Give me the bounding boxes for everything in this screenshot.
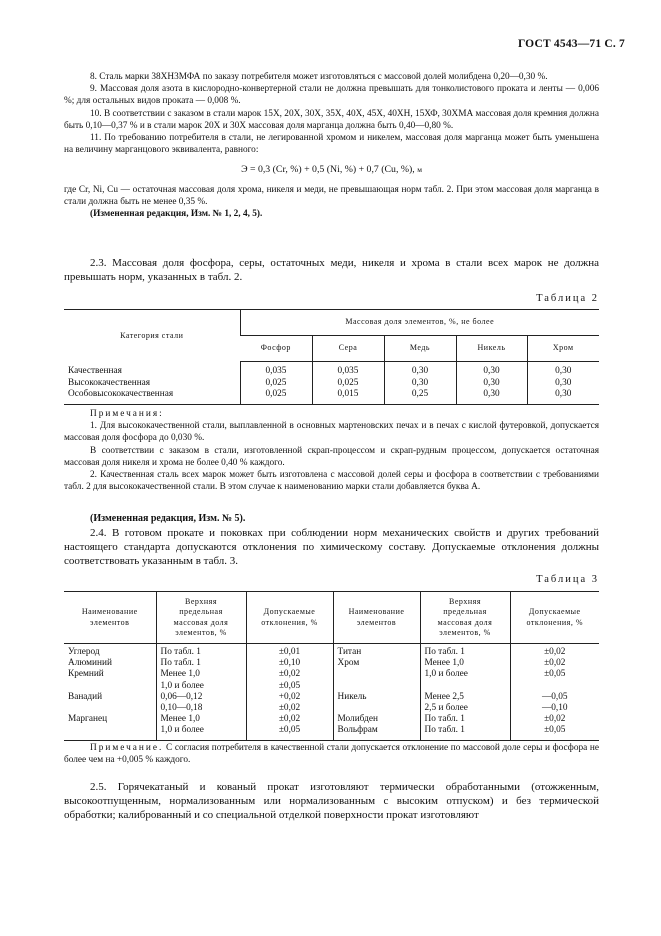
table-cell <box>246 644 333 659</box>
paragraph-2-3 <box>64 256 599 284</box>
cell-line: Молибден <box>337 714 379 725</box>
edition-note-2: (Измененная редакция, Изм. № 5). <box>90 513 246 524</box>
table-2-category-header: Категория стали <box>64 310 240 362</box>
cell-line: Менее 1,0 <box>160 669 200 680</box>
table-2-col-phosphorus: Фосфор <box>240 336 312 362</box>
cell-line: ±0,05 <box>278 680 301 691</box>
manganese-formula <box>64 164 599 176</box>
header-line: Верхняя <box>184 596 218 606</box>
header-line: элементов <box>90 617 130 627</box>
table-2-row-name: Качественная <box>68 365 122 376</box>
table-2-col-chromium: Хром <box>527 336 599 362</box>
paragraph-2-5-text: 2.5. Горячекатаный и кованый прокат изготовляют термически обработанными (отожженным, высокоотпущенным, нормализованным или нормализованным с высоким отпуском) и без термической обработки; калиброванный и со специальной отделкой поверхности прокат изготовляют <box>64 781 599 821</box>
table-cell <box>420 669 510 691</box>
header-line: отклонения, % <box>526 617 583 627</box>
table-2-notes <box>64 408 599 493</box>
table-cell <box>156 669 246 691</box>
table-3 <box>64 591 599 741</box>
cell-line: По табл. 1 <box>424 725 465 736</box>
table-row <box>64 669 599 691</box>
table-cell <box>156 644 246 659</box>
table-cell: 0,025 <box>240 389 312 404</box>
table-3-header-deviation <box>246 592 333 644</box>
paragraph-2-4-text: 2.4. В готовом прокате и поковках при соблюдении норм механических свойств и других требований настоящего стандарта допускаются отклонения по химическому составу. Допускаемые отклонения должны соответствовать указанным в табл. 3. <box>64 527 599 567</box>
cell-line: Хром <box>337 658 360 669</box>
table-cell <box>246 669 333 691</box>
cell-line: Алюминий <box>68 658 112 669</box>
table-cell <box>420 658 510 669</box>
table-cell <box>64 644 156 659</box>
table-cell <box>156 658 246 669</box>
note-label: Примечание. <box>90 743 164 753</box>
header-line: элементов <box>356 617 397 627</box>
table-cell: 0,25 <box>384 389 456 404</box>
table-2 <box>64 309 599 405</box>
table-cell <box>333 658 420 669</box>
header-line: элементов, % <box>439 628 491 637</box>
header-line: предельная <box>179 607 223 616</box>
cell-line: ±0,02 <box>544 658 566 669</box>
table-cell <box>333 692 420 714</box>
table-3-caption: Таблица 3 <box>536 574 599 585</box>
table-cell <box>420 692 510 714</box>
table-cell <box>64 714 156 740</box>
table-cell: 0,025 <box>312 378 384 390</box>
cell-line: По табл. 1 <box>160 647 201 657</box>
table-2-col-sulfur: Сера <box>312 336 384 362</box>
formula-explanation: где Cr, Ni, Cu — остаточная массовая доля хрома, никеля и меди, не превышающая норм табл. 2. При этом массовая доля марганца в стали должна быть не менее 0,35 %. <box>64 184 599 207</box>
cell-line: ±0,05 <box>278 725 301 736</box>
table-cell <box>64 669 156 691</box>
cell-line: ±0,02 <box>544 647 566 657</box>
cell-line: —0,10 <box>541 703 568 714</box>
cell-line: 1,0 и более <box>160 725 204 736</box>
table-2-row-name: Особовысококачественная <box>64 389 240 404</box>
cell-line: 1,0 и более <box>160 680 204 691</box>
table-cell: 0,30 <box>527 389 599 404</box>
cell-line: ±0,02 <box>278 669 301 680</box>
table-cell: 0,015 <box>312 389 384 404</box>
cell-line: Марганец <box>68 714 108 725</box>
cell-line: По табл. 1 <box>160 658 201 669</box>
cell-line: ±0,05 <box>544 669 566 680</box>
table-row <box>64 658 599 669</box>
note-11: 11. По требованию потребителя в стали, не легированной хромом и никелем, массовая доля марганца может быть уменьшена на величину марганцового эквивалента, равного: <box>64 133 599 156</box>
table-cell <box>156 692 246 714</box>
cell-line: Кремний <box>68 669 104 680</box>
table-3-header-element-2 <box>333 592 420 644</box>
header-line: Наименование <box>348 607 405 616</box>
table-cell <box>420 714 510 740</box>
paragraph-2-3-text: 2.3. Массовая доля фосфора, серы, остаточных меди, никеля и хрома в стали всех марок не должна превышать норм, указанных в табл. 2. <box>64 257 599 283</box>
notes-heading: Примечания: <box>90 409 164 419</box>
table-row <box>64 362 599 378</box>
table-2-group-header: Массовая доля элементов, %, не более <box>240 310 599 336</box>
table-cell <box>333 714 420 740</box>
note-8: 8. Сталь марки 38ХН3МФА по заказу потребителя может изготовляться с массовой долей молибдена 0,20—0,30 %. <box>90 72 548 82</box>
table-row <box>64 378 599 390</box>
table-2-note-1: 1. Для высококачественной стали, выплавленной в основных мартеновских печах и в печах с кислой футеровкой, допускается массовая доля фосфора до 0,030 %. <box>64 421 599 444</box>
table-cell: 0,30 <box>456 389 527 404</box>
table-cell: 0,30 <box>527 362 599 378</box>
cell-line: Менее 1,0 <box>160 714 200 725</box>
table-3-header-limit-2 <box>420 592 510 644</box>
header-line: элементов, % <box>175 628 227 637</box>
header-line: Наименование <box>81 607 138 616</box>
table-cell <box>510 644 599 659</box>
table-cell <box>420 644 510 659</box>
table-row <box>64 692 599 714</box>
paragraph-2-5 <box>64 780 599 822</box>
cell-line: Вольфрам <box>337 725 378 736</box>
header-line: Верхняя <box>448 596 482 606</box>
table-3-note <box>64 742 599 766</box>
table-row <box>64 714 599 740</box>
table-cell: 0,035 <box>240 362 312 378</box>
table-cell <box>510 658 599 669</box>
notes-section <box>64 71 599 220</box>
cell-line: ±0,02 <box>544 714 566 725</box>
header-line: массовая доля <box>437 617 493 627</box>
table-2-col-nickel: Никель <box>456 336 527 362</box>
table-2-caption: Таблица 2 <box>536 293 599 304</box>
table-cell <box>246 714 333 740</box>
header-line: Допускаемые <box>263 607 316 616</box>
header-line: Допускаемые <box>528 607 581 616</box>
cell-line: —0,05 <box>541 691 568 702</box>
table-cell: 0,025 <box>240 378 312 390</box>
formula-text: Э = 0,3 (Cr, %) + 0,5 (Ni, %) + 0,7 (Cu, %), <box>241 164 415 176</box>
cell-line: ±0,05 <box>544 725 566 736</box>
table-cell <box>246 658 333 669</box>
table-3-header-deviation-2 <box>510 592 599 644</box>
table-cell: 0,30 <box>456 362 527 378</box>
table-row <box>64 389 599 404</box>
table-cell <box>510 714 599 740</box>
table-3-header-element <box>64 592 156 644</box>
cell-line: Углерод <box>68 647 100 657</box>
cell-line: Менее 1,0 <box>424 658 464 669</box>
cell-line: Никель <box>337 691 367 702</box>
table-row <box>64 644 599 659</box>
cell-line: ±0,01 <box>278 647 301 657</box>
cell-line: +0,02 <box>278 691 301 702</box>
edition-note-1: (Измененная редакция, Изм. № 1, 2, 4, 5). <box>90 209 263 220</box>
table-cell <box>333 669 420 691</box>
cell-line: 0,06—0,12 <box>160 691 203 702</box>
cell-line: ±0,02 <box>278 714 301 725</box>
cell-line: Менее 2,5 <box>424 691 464 702</box>
table-cell <box>510 669 599 691</box>
table-2-col-copper: Медь <box>384 336 456 362</box>
formula-subscript: м <box>417 165 422 175</box>
table-cell <box>156 714 246 740</box>
header-line: массовая доля <box>173 617 229 627</box>
table-cell <box>64 658 156 669</box>
header-line: отклонения, % <box>261 617 318 627</box>
cell-line: Титан <box>337 647 362 657</box>
table-cell <box>510 692 599 714</box>
table-cell: 0,035 <box>312 362 384 378</box>
cell-line: 2,5 и более <box>424 703 468 714</box>
note-9: 9. Массовая доля азота в кислородно-конвертерной стали не должна превышать для тонколистового проката и ленты — 0,006 %; для остальных видов проката — 0,008 %. <box>64 84 599 107</box>
cell-line: По табл. 1 <box>424 647 465 657</box>
table-cell: 0,30 <box>384 362 456 378</box>
cell-line: 1,0 и более <box>424 669 468 680</box>
table-2-note-2: 2. Качественная сталь всех марок может быть изготовлена с массовой долей серы и фосфора в соответствии с требованиями табл. 2 для высококачественной стали. В этом случае к наименованию марки стали добавляется буква А. <box>64 470 599 493</box>
note-text: С согласия потребителя в качественной стали допускается отклонение по массовой доле серы и фосфора не более чем на +0,005 % каждого. <box>64 743 599 766</box>
table-cell <box>64 692 156 714</box>
cell-line: ±0,10 <box>278 658 301 669</box>
table-cell: 0,30 <box>527 378 599 390</box>
table-cell <box>246 692 333 714</box>
note-10: 10. В соответствии с заказом в стали марок 15Х, 20Х, 30Х, 35Х, 40Х, 45Х, 40ХН, 15ХФ, 30ХМА массовая доля кремния должна быть 0,10—0,37 % и в стали марок 20Х и 30Х массовая доля марганца должна быть 0,40—0,80 %. <box>64 108 599 131</box>
cell-line: По табл. 1 <box>424 714 465 725</box>
header-line: предельная <box>443 607 487 616</box>
cell-line: Ванадий <box>68 691 103 702</box>
cell-line: 0,10—0,18 <box>160 703 203 714</box>
table-2-row-name: Высококачественная <box>68 377 151 388</box>
table-2-note-1b: В соответствии с заказом в стали, изготовленной скрап-процессом и скрап-рудным процессом, допускается остаточная массовая доля никеля и хрома не более 0,40 % каждого. <box>64 445 599 468</box>
table-cell <box>333 644 420 659</box>
cell-line: ±0,02 <box>278 703 301 714</box>
table-3-header-limit <box>156 592 246 644</box>
page-header: ГОСТ 4543—71 С. 7 <box>517 38 625 50</box>
paragraph-2-4 <box>64 512 599 568</box>
table-cell: 0,30 <box>384 378 456 390</box>
table-cell: 0,30 <box>456 378 527 390</box>
